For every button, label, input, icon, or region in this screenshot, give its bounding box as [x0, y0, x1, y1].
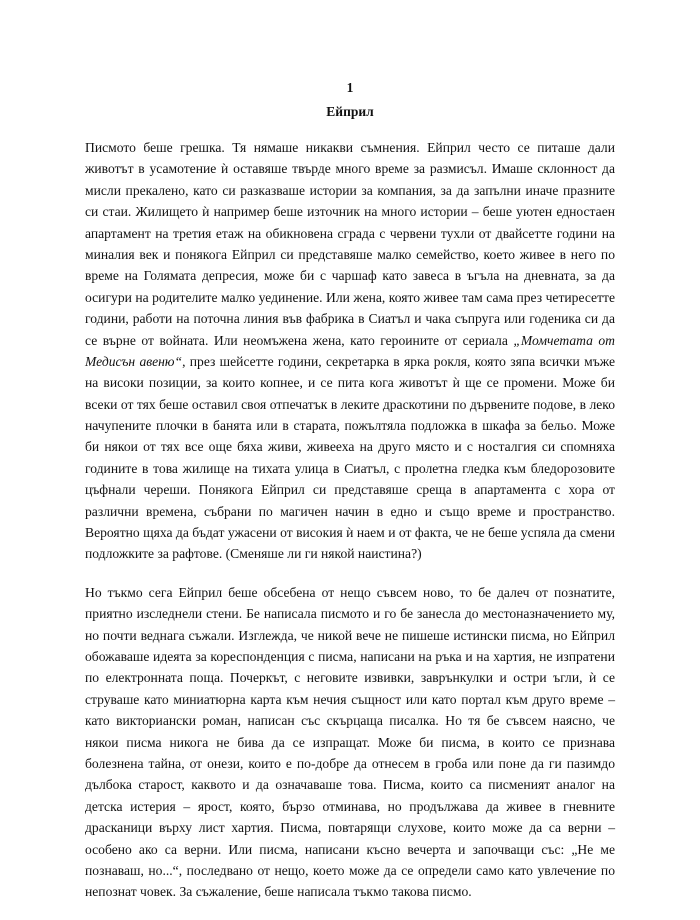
text-segment: си стаи. Жилището ѝ например беше източник на много истории – беше уютен едностаен: [85, 204, 615, 220]
text-segment: начупените плочки в банята или в старата, пожълтяла подложка в шкафа за бельо. Може: [85, 418, 615, 434]
text-segment: Писмото беше грешка. Тя нямаше никакви съмнения. Ейприл често се питаше дали: [85, 140, 615, 155]
text-line: [85, 287, 615, 308]
text-segment: струваше като миниатюрна карта към нечия същност или като портал към друго време –: [85, 691, 615, 707]
text-line: [85, 223, 615, 244]
italic-text: Медисън авеню“: [85, 353, 183, 369]
text-segment: обожаваше идеята за кореспонденция с писма, написани на ръка и на хартия, не изпратени: [85, 648, 615, 664]
text-segment: приятно изследнели стени. Бе написала писмото и го бе занесла до местоназначението му,: [85, 606, 615, 622]
text-segment: цъфнали череши. Понякога Ейприл си представяше среща в апартамента с хора от: [85, 482, 615, 498]
text-line: [85, 817, 615, 838]
text-line: [85, 479, 615, 500]
text-segment: особено ако са верни. Или писма, написани късно вечерта и започващи със: „Не ме: [85, 841, 615, 857]
text-segment: по електронната поща. Почеркът, с неговите извивки, заврънкулки и остри ъгли, ѝ се: [85, 670, 615, 686]
text-line: [85, 582, 615, 603]
text-segment: различни времена, събрани по магичен начин в едно и също време и пространство.: [85, 503, 615, 519]
text-segment: драсканици върху лист хартия. Писма, повтарящи слухове, които може да са верни –: [85, 820, 615, 836]
text-segment: подложките за рафтове. (Сменяше ли ги някой наистина?): [85, 546, 422, 562]
text-line: [85, 244, 615, 265]
text-segment: болезнена тайна, от онези, които е по-добре да отнесем в гроба или поне да ги пазимдо: [85, 755, 615, 771]
text-line: [85, 501, 615, 522]
italic-text: „Момчетата от: [513, 332, 615, 348]
chapter-number: 1: [346, 80, 354, 95]
text-line: [85, 710, 615, 731]
text-segment: всеки от тях беше оставил своя отпечатък в леките драскотини по дървените подове, в леко: [85, 396, 615, 412]
text-segment: апартамент на третия етаж на обикновена сграда с червени тухли от двайсетте години на: [85, 225, 615, 241]
chapter-title: Ейприл: [326, 104, 374, 119]
text-line: [85, 774, 615, 795]
text-line: [85, 753, 615, 774]
text-line: [85, 394, 615, 415]
text-line: [85, 522, 615, 543]
text-line: [85, 860, 615, 881]
text-line: [85, 796, 615, 817]
text-segment: осигури на родителите малко уединение. Или жена, която живее там сама през четиресетте: [85, 289, 615, 305]
text-line: [85, 351, 615, 372]
text-segment: годините в това жилище на тихата улица в Сиатъл, с пролетна гледка към бледорозовите: [85, 460, 615, 476]
text-line: [85, 330, 615, 351]
text-segment: на високи позиции, за които копнее, и се пита кога животът ѝ ще се промени. Може би: [85, 375, 615, 391]
text-segment: като викториански роман, написан със скърцаща писалка. Но тя бе съвсем наясно, че: [85, 713, 615, 729]
text-segment: години, работи на поточна линия във фабрика в Сиатъл и чака съпруга или годеника си да: [85, 311, 615, 327]
text-line: [85, 372, 615, 393]
text-line: [85, 458, 615, 479]
text-segment: миналия век и понякога Ейприл си представяше малко семейство, което живее в него по: [85, 246, 615, 262]
text-segment: някои писма никога не бива да се изпращат. Може би писма, в които се признава: [85, 734, 615, 750]
text-line: [85, 201, 615, 222]
text-line: [85, 415, 615, 436]
text-segment: познаваш, но...“, последвано от нещо, което може да се определи само като увлечение по: [85, 862, 615, 878]
text-line: [85, 137, 615, 158]
paragraph: [85, 582, 615, 903]
text-line: [85, 436, 615, 457]
text-segment: се върне от войната. Или неомъжена жена, като героините от сериала: [85, 332, 514, 348]
text-segment: детска истерия – ярост, която, бързо отминава, но продължава да живее в гневните: [85, 798, 615, 814]
text-line: [85, 689, 615, 710]
text-line: [85, 603, 615, 624]
text-segment: животът в усамотение ѝ оставяше твърде много време за размисъл. Имаше склонност да: [85, 161, 615, 177]
text-line: [85, 839, 615, 860]
text-segment: , през шейсетте години, секретарка в ярка рокля, която зяпа всички мъже: [182, 353, 615, 369]
text-line: [85, 732, 615, 753]
text-line: [85, 158, 615, 179]
text-line: [85, 625, 615, 646]
chapter-body: [85, 137, 615, 920]
text-segment: Но тъкмо сега Ейприл беше обсебена от нещо съвсем ново, то бе далеч от познатите,: [85, 584, 615, 600]
paragraph: [85, 137, 615, 565]
text-line: [85, 265, 615, 286]
text-line: [85, 646, 615, 667]
text-line: [85, 667, 615, 688]
text-segment: време на Голямата депресия, може би с чаршаф като завеса в ъгъла на дневната, за да: [85, 268, 615, 284]
text-line: [85, 180, 615, 201]
text-line: [85, 881, 615, 902]
text-segment: дълбока старост, каквото и да означаваше това. Писма, които са писменият аналог на: [85, 777, 615, 793]
text-line: [85, 308, 615, 329]
text-segment: Вероятно щяха да бъдат ужасени от високия ѝ наем и от факта, че не беше успяла да смени: [85, 525, 615, 541]
text-segment: би някои от тях все още бяха живи, живееха на друго място и с носталгия си спомняха: [85, 439, 615, 455]
text-segment: мисли прекалено, като си разказваше истории за компания, за да запълни иначе празните: [85, 182, 615, 198]
text-line: [85, 543, 615, 564]
text-segment: но почти веднага съжали. Изглежда, че никой вече не пишеше истински писма, но Ейприл: [85, 627, 615, 643]
text-segment: непознат човек. За съжаление, беше написала тъкмо такова писмо.: [85, 884, 472, 900]
